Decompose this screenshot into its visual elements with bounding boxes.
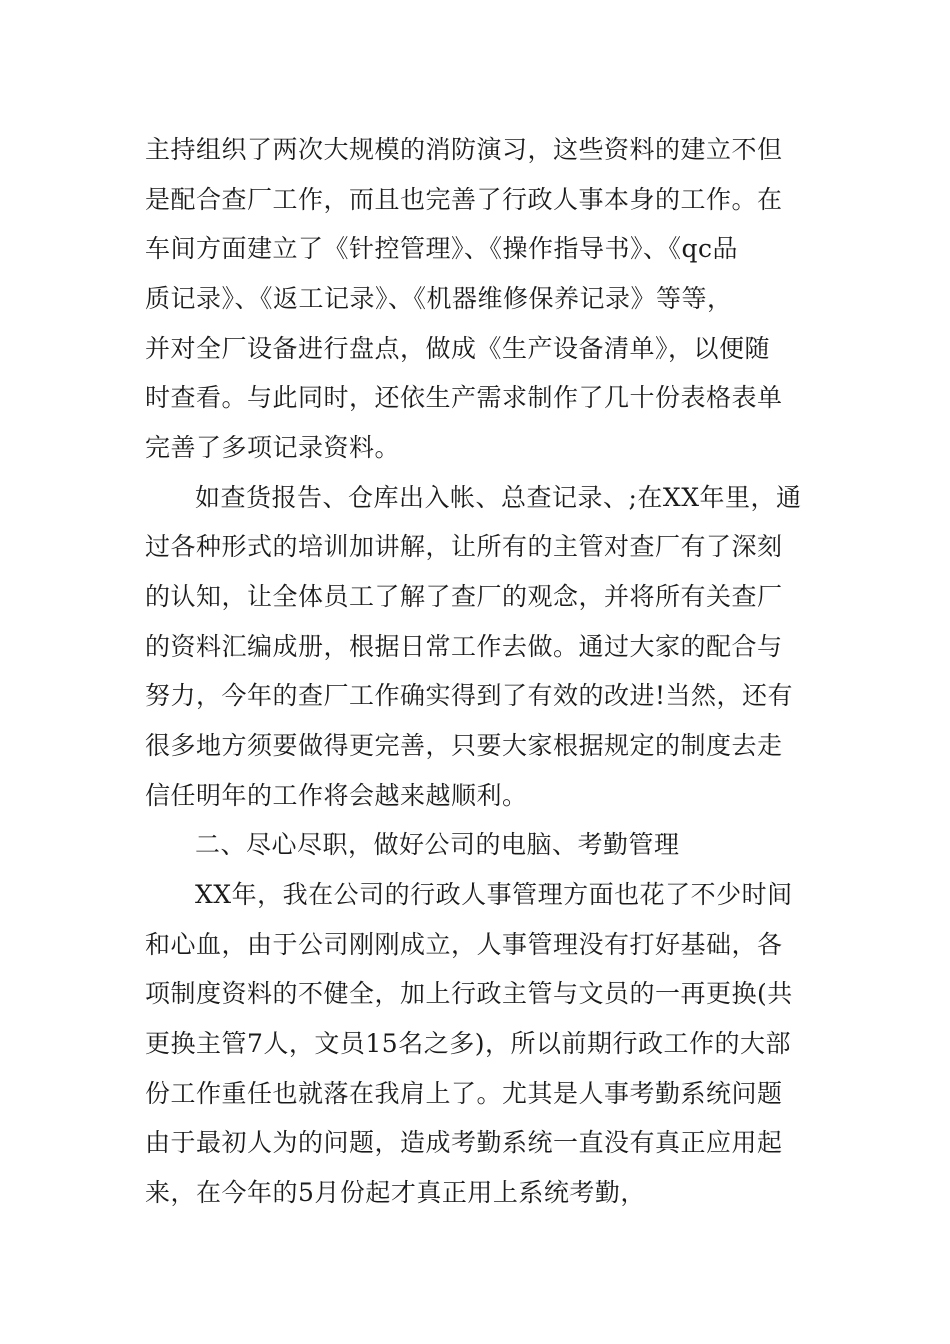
text-line: 并对全厂设备进行盘点，做成《生产设备清单》，以便随: [145, 334, 771, 363]
text-line: 车间方面建立了《针控管理》、《操作指导书》、《qc品: [145, 234, 739, 263]
text-line: 质记录》、《返工记录》、《机器维修保养记录》等等，: [145, 284, 733, 313]
text-line: 由于最初人为的问题，造成考勤系统一直没有真正应用起: [145, 1128, 783, 1157]
text-line: 更换主管7人，文员15名之多)，所以前期行政工作的大部: [145, 1029, 791, 1058]
text-line: 是配合查厂工作，而且也完善了行政人事本身的工作。在: [145, 185, 783, 214]
text-line: 项制度资料的不健全，加上行政主管与文员的一再更换(共: [145, 979, 793, 1008]
text-line: 过各种形式的培训加讲解，让所有的主管对查厂有了深刻: [145, 532, 783, 561]
section-heading: 二、尽心尽职，做好公司的电脑、考勤管理: [195, 830, 680, 859]
text-line: 时查看。与此同时，还依生产需求制作了几十份表格表单: [145, 383, 783, 412]
paragraph-start-line: 如查货报告、仓库出入帐、总查记录、;在XX年里，通: [195, 483, 802, 512]
text-line: 和心血，由于公司刚刚成立，人事管理没有打好基础，各: [145, 930, 783, 959]
text-line: 信任明年的工作将会越来越顺利。: [145, 781, 528, 810]
text-line: 的认知，让全体员工了解了查厂的观念，并将所有关查厂: [145, 582, 783, 611]
text-line: 份工作重任也就落在我肩上了。尤其是人事考勤系统问题: [145, 1079, 783, 1108]
text-line: 的资料汇编成册，根据日常工作去做。通过大家的配合与: [145, 632, 783, 661]
text-line: 来，在今年的5月份起才真正用上系统考勤，: [145, 1178, 646, 1207]
text-line: 完善了多项记录资料。: [145, 433, 401, 462]
text-line: 主持组织了两次大规模的消防演习，这些资料的建立不但: [145, 135, 783, 164]
paragraph-start-line: XX年，我在公司的行政人事管理方面也花了不少时间: [195, 880, 793, 909]
text-line: 努力，今年的查厂工作确实得到了有效的改进!当然，还有: [145, 681, 794, 710]
text-line: 很多地方须要做得更完善，只要大家根据规定的制度去走: [145, 731, 783, 760]
